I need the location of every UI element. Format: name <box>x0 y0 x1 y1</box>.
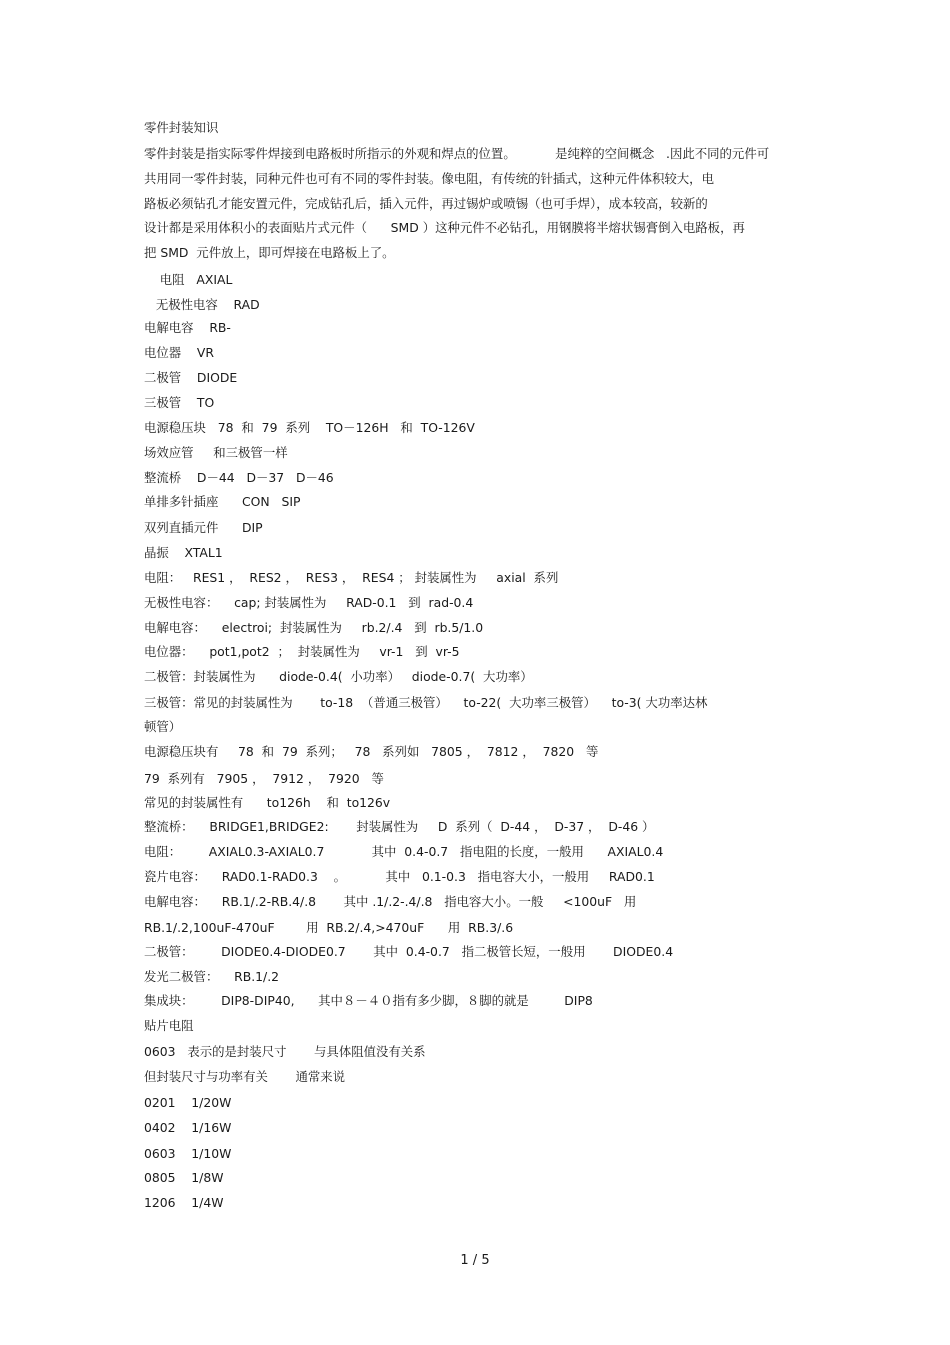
text-line: RB.1/.2,100uF-470uF 用 RB.2/.4,>470uF 用 RB.3/.6 <box>144 920 514 935</box>
text-line: 0603 1/10W <box>144 1146 232 1161</box>
text-line: 79 系列有 7905 ， 7912 ， 7920 等 <box>144 771 384 786</box>
text-line: 电位器 VR <box>144 345 215 360</box>
text-line: 0603 表示的是封装尺寸 与具体阻值没有关系 <box>144 1044 426 1059</box>
text-line: 二极管： DIODE0.4-DIODE0.7 其中 0.4-0.7 指二极管长短，一般用 DIODE0.4 <box>144 944 674 959</box>
text-line: 路板必须钻孔才能安置元件，完成钻孔后，插入元件，再过锡炉或喷锡（也可手焊），成本较高，较新的 <box>144 196 708 211</box>
text-line: 电阻 AXIAL <box>144 272 233 287</box>
text-line: 整流桥 D－44 D－37 D－46 <box>144 470 334 485</box>
text-line: 电阻： RES1 ， RES2 ， RES3 ， RES4 ； 封装属性为 axial 系列 <box>144 570 559 585</box>
text-line: 三极管 TO <box>144 395 215 410</box>
text-line: 发光二极管： RB.1/.2 <box>144 969 280 984</box>
text-line: 电源稳压块 78 和 79 系列 TO－126H 和 TO-126V <box>144 420 475 435</box>
text-line: 电阻： AXIAL0.3-AXIAL0.7 其中 0.4-0.7 指电阻的长度，一般用 AXIAL0.4 <box>144 844 664 859</box>
text-line: 电源稳压块有 78 和 79 系列； 78 系列如 7805 ， 7812 ， 7820 等 <box>144 744 599 759</box>
text-line: 无极性电容： cap; 封装属性为 RAD-0.1 到 rad-0.4 <box>144 595 474 610</box>
text-line: 电解电容 RB- <box>144 320 231 335</box>
text-line: 单排多针插座 CON SIP <box>144 494 301 509</box>
text-line: 顿管） <box>144 719 182 734</box>
text-line: 把 SMD 元件放上，即可焊接在电路板上了。 <box>144 245 395 260</box>
text-line: 三极管：常见的封装属性为 to-18 （普通三极管） to-22( 大功率三极管） to-3( 大功率达林 <box>144 695 708 710</box>
text-line: 但封装尺寸与功率有关 通常来说 <box>144 1069 346 1084</box>
text-line: 常见的封装属性有 to126h 和 to126v <box>144 795 391 810</box>
text-line: 瓷片电容： RAD0.1-RAD0.3 。 其中 0.1-0.3 指电容大小，一般用 RAD0.1 <box>144 869 655 884</box>
text-line: 1206 1/4W <box>144 1195 224 1210</box>
text-line: 0805 1/8W <box>144 1170 224 1185</box>
text-line: 设计都是采用体积小的表面贴片式元件（ SMD ）这种元件不必钻孔，用钢膜将半熔状锡膏倒入电路板，再 <box>144 220 745 235</box>
text-line: 双列直插元件 DIP <box>144 520 263 535</box>
page-number: 1 / 5 <box>460 1253 490 1268</box>
text-line: 二极管 DIODE <box>144 370 238 385</box>
text-line: 场效应管 和三极管一样 <box>144 445 288 460</box>
text-line: 电解电容： RB.1/.2-RB.4/.8 其中 .1/.2-.4/.8 指电容大小。一般 <100uF 用 <box>144 894 637 909</box>
text-line: 0402 1/16W <box>144 1120 232 1135</box>
text-line: 0201 1/20W <box>144 1095 232 1110</box>
text-line: 电位器： pot1,pot2 ； 封装属性为 vr-1 到 vr-5 <box>144 644 460 659</box>
text-line: 集成块： DIP8-DIP40, 其中８－４０指有多少脚，８脚的就是 DIP8 <box>144 993 593 1008</box>
text-line: 无极性电容 RAD <box>144 297 260 312</box>
text-line: 零件封装是指实际零件焊接到电路板时所指示的外观和焊点的位置。 是纯粹的空间概念 .因此不同的元件可 <box>144 146 770 161</box>
text-line: 二极管：封装属性为 diode-0.4( 小功率） diode-0.7( 大功率） <box>144 669 533 684</box>
text-line: 共用同一零件封装，同种元件也可有不同的零件封装。像电阻，有传统的针插式，这种元件体积较大，电 <box>144 171 714 186</box>
text-line: 晶振 XTAL1 <box>144 545 223 560</box>
text-line: 零件封装知识 <box>144 120 219 135</box>
text-line: 电解电容： electroi; 封装属性为 rb.2/.4 到 rb.5/1.0 <box>144 620 484 635</box>
text-line: 贴片电阻 <box>144 1018 194 1033</box>
text-line: 整流桥： BRIDGE1,BRIDGE2: 封装属性为 D 系列（ D-44 ， D-37 ， D-46 ） <box>144 819 655 834</box>
